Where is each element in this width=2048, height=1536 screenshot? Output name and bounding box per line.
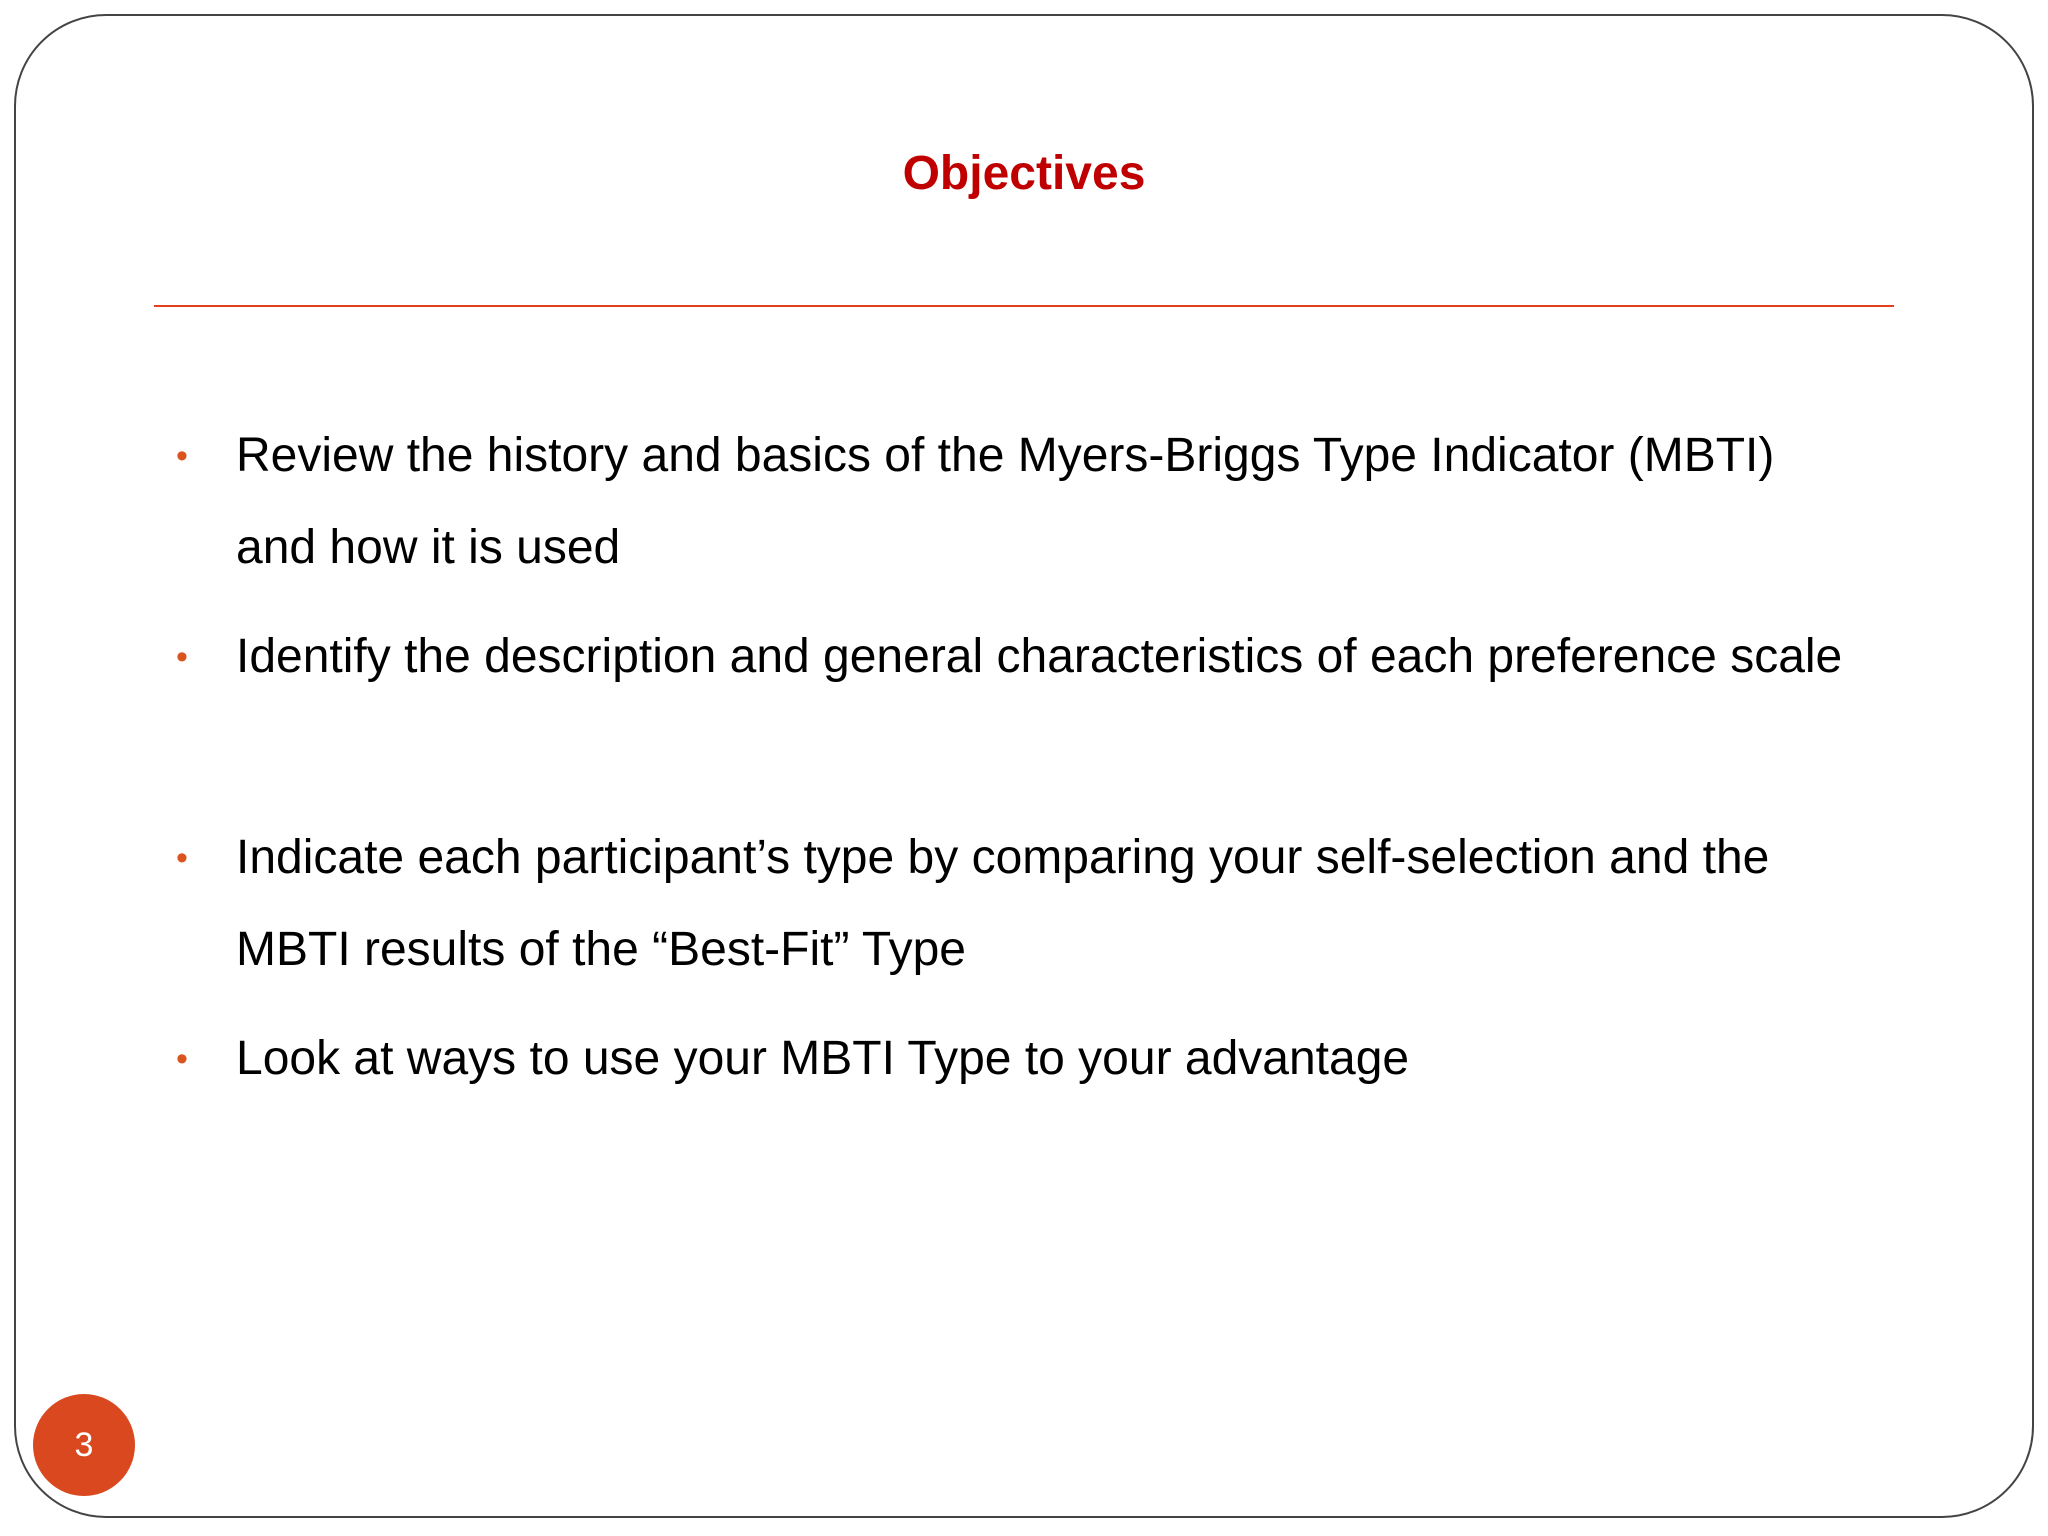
slide-title: Objectives [902,147,1146,200]
page-number-badge: 3 [33,1394,135,1496]
objective-text: Review the history and basics of the Myers-Briggs Type Indicator (MBTI) and how it is used [236,429,1775,574]
bullet-icon: • [176,437,188,475]
objective-text: Indicate each participant’s type by comparing your self-selection and the MBTI results of the “Best-Fit” Type [236,831,1770,976]
bullet-icon: • [176,638,188,676]
objective-text: Identify the description and general characteristics of each preference scale [236,630,1843,683]
objective-text: Look at ways to use your MBTI Type to your advantage [236,1032,1410,1085]
bullet-icon: • [176,1040,188,1078]
bullet-icon: • [176,839,188,877]
